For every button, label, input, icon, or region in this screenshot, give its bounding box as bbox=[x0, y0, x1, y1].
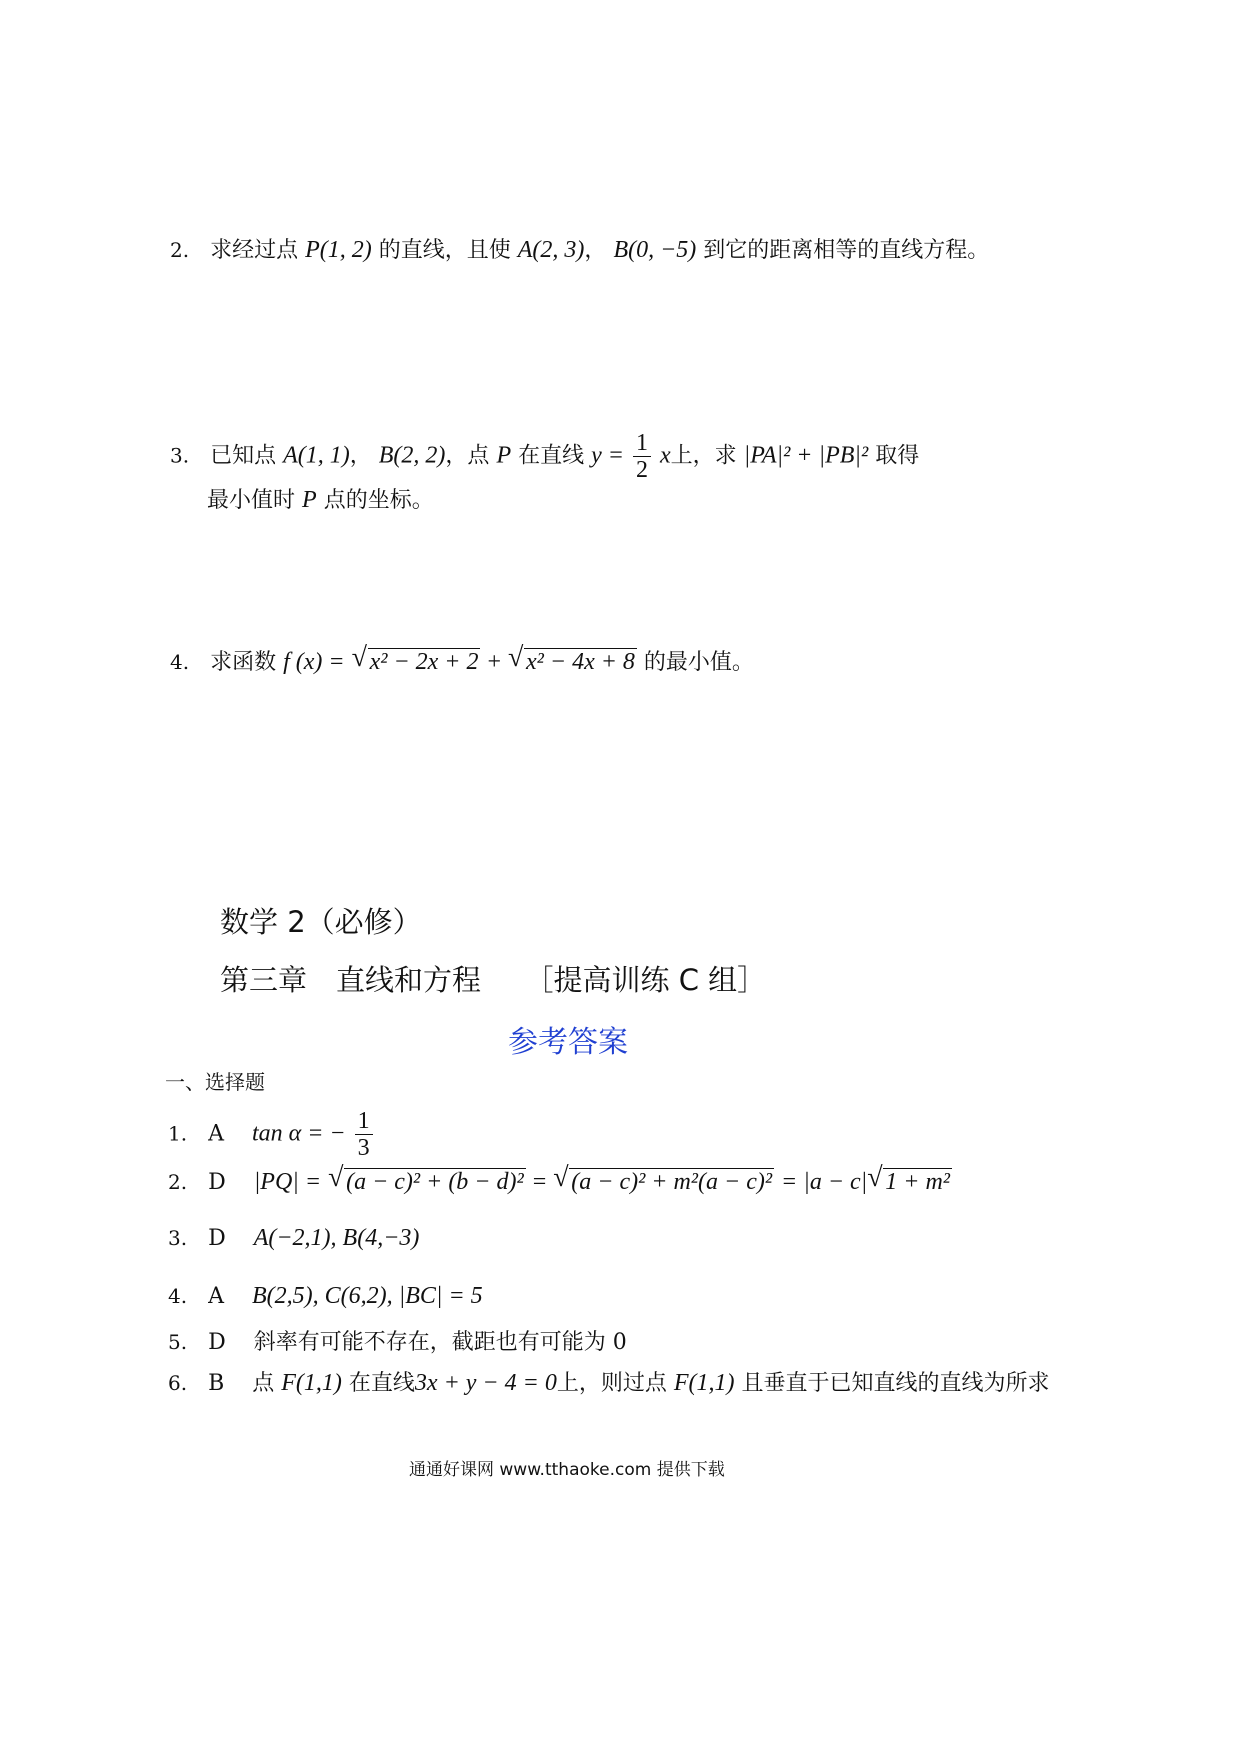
answer-text: 且垂直于已知直线的直线为所求 bbox=[741, 1371, 1050, 1396]
question-text: 在直线 bbox=[518, 443, 585, 469]
math-point: B(2, 2) bbox=[378, 442, 446, 469]
math-expression: A(−2,1), B(4,−3) bbox=[253, 1225, 420, 1251]
question-2 bbox=[170, 235, 989, 266]
question-text: 已知点 bbox=[210, 443, 277, 469]
answer-number: 6. bbox=[168, 1371, 188, 1395]
math-expression: = |a − c| bbox=[781, 1169, 868, 1195]
square-root bbox=[352, 647, 481, 677]
math-expression: |PQ| = bbox=[253, 1169, 322, 1195]
math-point: B(0, −5) bbox=[613, 237, 697, 263]
fraction-numerator: 1 bbox=[633, 430, 651, 457]
square-root bbox=[553, 1167, 774, 1197]
answer-row bbox=[168, 1167, 952, 1198]
fraction-denominator: 3 bbox=[357, 1135, 370, 1161]
question-text: 上，求 bbox=[670, 443, 737, 469]
question-3-line-2 bbox=[207, 485, 434, 516]
math-variable: P bbox=[496, 442, 512, 469]
question-text: ，点 bbox=[445, 443, 490, 469]
question-number: 3. bbox=[170, 443, 190, 468]
answer-text: 上，则过点 bbox=[556, 1371, 667, 1396]
question-text: 取得 bbox=[875, 443, 920, 469]
answer-text: 在直线 bbox=[348, 1371, 415, 1396]
question-text: 的最小值。 bbox=[643, 650, 754, 675]
math-point: A(2, 3) bbox=[517, 237, 585, 263]
question-text: 求经过点 bbox=[210, 238, 299, 263]
answer-letter: A bbox=[208, 1121, 224, 1147]
math-variable: x bbox=[659, 442, 671, 469]
answer-number: 3. bbox=[168, 1226, 188, 1250]
math-variable: P bbox=[302, 487, 317, 513]
question-text: 点的坐标。 bbox=[323, 488, 434, 513]
math-point: A(1, 1) bbox=[283, 442, 350, 469]
radicand: (a − c)² + m²(a − c)² bbox=[571, 1169, 773, 1195]
answer-row bbox=[168, 1281, 483, 1312]
radicand: (a − c)² + (b − d)² bbox=[346, 1169, 524, 1195]
answer-number: 1. bbox=[168, 1121, 188, 1146]
question-number: 4. bbox=[170, 650, 190, 674]
answer-row bbox=[168, 1108, 375, 1161]
radicand: 1 + m² bbox=[885, 1169, 951, 1195]
fraction-denominator: 2 bbox=[635, 457, 648, 483]
punctuation: ， bbox=[584, 238, 607, 263]
answer-letter: D bbox=[208, 1330, 226, 1355]
math-expression: B(2,5), C(6,2), |BC| = 5 bbox=[251, 1283, 483, 1309]
question-text: 到它的距离相等的直线方程。 bbox=[703, 238, 990, 263]
answer-number: 2. bbox=[168, 1170, 188, 1194]
square-root bbox=[867, 1167, 952, 1197]
question-3 bbox=[170, 430, 919, 483]
answer-number: 4. bbox=[168, 1284, 188, 1308]
question-text: 的直线，且使 bbox=[378, 238, 511, 263]
square-root bbox=[508, 647, 637, 677]
question-4 bbox=[170, 647, 754, 678]
math-expression: y = bbox=[591, 442, 624, 469]
answer-letter: A bbox=[208, 1284, 224, 1309]
math-expression: f (x) = bbox=[283, 649, 345, 675]
answer-letter: D bbox=[208, 1226, 226, 1251]
answer-letter: B bbox=[208, 1371, 225, 1396]
answer-row bbox=[168, 1223, 419, 1254]
answer-number: 5. bbox=[168, 1330, 188, 1354]
fraction-numerator: 1 bbox=[355, 1108, 373, 1135]
punctuation: ， bbox=[349, 443, 372, 469]
answer-title: 参考答案 bbox=[508, 1025, 628, 1060]
question-text: 最小值时 bbox=[207, 488, 296, 513]
book-title: 数学 2（必修） bbox=[220, 905, 422, 939]
radicand: x² − 2x + 2 bbox=[369, 649, 479, 675]
chapter-title: 第三章 直线和方程 ［提高训练 C 组］ bbox=[220, 963, 767, 997]
section-title: 一、选择题 bbox=[165, 1070, 265, 1094]
answer-text: 斜率有可能不存在，截距也有可能为 0 bbox=[253, 1330, 627, 1355]
answer-row bbox=[168, 1368, 1050, 1399]
answer-row bbox=[168, 1327, 627, 1358]
math-point: F(1,1) bbox=[281, 1370, 342, 1396]
math-operator: + bbox=[487, 649, 502, 675]
question-number: 2. bbox=[170, 238, 190, 262]
answer-letter: D bbox=[208, 1170, 226, 1195]
question-text: 求函数 bbox=[210, 650, 277, 675]
answer-text: 点 bbox=[252, 1371, 275, 1396]
math-operator: = bbox=[532, 1169, 547, 1195]
radicand: x² − 4x + 8 bbox=[526, 649, 635, 675]
page-footer: 通通好课网 www.tthaoke.com 提供下载 bbox=[409, 1460, 725, 1480]
math-point: F(1,1) bbox=[673, 1370, 735, 1396]
math-point: P(1, 2) bbox=[305, 237, 372, 263]
fraction bbox=[633, 430, 651, 483]
fraction bbox=[355, 1108, 373, 1161]
math-expression: 3x + y − 4 = 0 bbox=[414, 1370, 557, 1396]
math-expression: |PA|² + |PB|² bbox=[743, 442, 869, 469]
square-root bbox=[328, 1167, 526, 1197]
math-expression: tan α = − bbox=[251, 1120, 346, 1147]
